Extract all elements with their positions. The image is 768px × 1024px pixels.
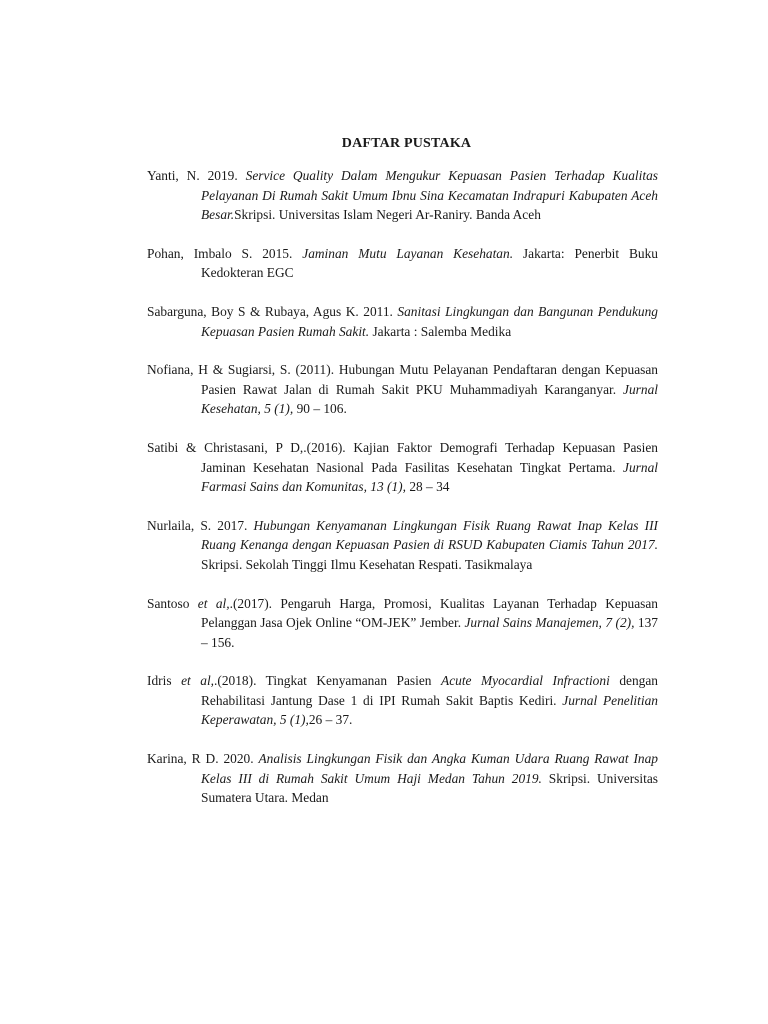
ref-text: Skripsi. Universitas Sumatera Utara. Medan (201, 770, 658, 806)
ref-text: Skripsi. Universitas Islam Negeri Ar-Raniry. Banda Aceh (234, 207, 541, 223)
ref-text: Satibi & Christasani, P D,.(2016). Kajian Faktor Demografi Terhadap Kepuasan Pasien Jaminan Kesehatan Nasional Pada Fasilitas Kesehatan Tingkat Pertama. (147, 439, 658, 475)
ref-title-italic: Service Quality Dalam Mengukur Kepuasan Pasien Terhadap Kualitas Pelayanan Di Rumah Sakit Umum Ibnu Sina Kecamatan Indrapuri Kabupaten Aceh Besar. (201, 168, 658, 223)
ref-text: 90 – 106. (293, 401, 347, 417)
reference-entry-7 (147, 594, 658, 653)
reference-entry-6 (147, 516, 658, 575)
reference-entry-4 (147, 360, 658, 419)
ref-text: Santoso (147, 595, 198, 611)
ref-text: .(2018). Tingkat Kenyamanan Pasien (214, 673, 442, 689)
ref-journal-italic: Jurnal Penelitian Keperawatan, 5 (1), (201, 692, 658, 728)
ref-title-italic: Jaminan Mutu Layanan Kesehatan. (302, 245, 514, 261)
page-title: DAFTAR PUSTAKA (341, 136, 472, 151)
ref-etal-italic: et al, (197, 595, 230, 611)
ref-text: Nofiana, H & Sugiarsi, S. (2011). Hubungan Mutu Pelayanan Pendaftaran dengan Kepuasan Pasien Rawat Jalan di Rumah Sakit PKU Muhammadiyah Karanganyar. (147, 362, 658, 397)
reference-entry-5 (147, 438, 658, 497)
ref-text: dengan Rehabilitasi Jantung Dase 1 di IPI Rumah Sakit Baptis Kediri. (201, 673, 658, 708)
reference-entry-2 (147, 244, 658, 283)
ref-journal-italic: Jurnal Farmasi Sains dan Komunitas, 13 (1), (201, 459, 658, 495)
ref-journal-italic: Jurnal Sains Manajemen, 7 (2), (464, 615, 635, 631)
ref-text: Nurlaila, S. 2017. (147, 517, 254, 533)
ref-text: Skripsi. Sekolah Tinggi Ilmu Kesehatan Respati. Tasikmalaya (201, 556, 533, 572)
bibliography-page (147, 136, 658, 827)
ref-term-italic: Acute Myocardial Infractioni (441, 673, 610, 689)
ref-text: 26 – 37. (308, 712, 353, 728)
ref-text: 28 – 34 (405, 479, 450, 495)
ref-journal-italic: Jurnal Kesehatan, 5 (1), (201, 381, 658, 417)
ref-text: Yanti, N. 2019. (147, 168, 246, 183)
reference-entry-1 (147, 166, 658, 225)
ref-text: Jakarta: Penerbit Buku Kedokteran EGC (201, 245, 658, 281)
ref-text: 137 – 156. (201, 615, 658, 650)
ref-title-italic: Analisis Lingkungan Fisik dan Angka Kuman Udara Ruang Rawat Inap Kelas III di Rumah Sakit Umum Haji Medan Tahun 2019. (201, 751, 658, 786)
ref-text: Karina, R D. 2020. (147, 751, 259, 767)
ref-text: Sabarguna, Boy S & Rubaya, Agus K. 2011. (147, 303, 398, 319)
ref-title-italic: Sanitasi Lingkungan dan Bangunan Pendukung Kepuasan Pasien Rumah Sakit. (201, 303, 658, 339)
ref-text: Jakarta : Salemba Medika (369, 323, 512, 339)
reference-entry-8 (147, 671, 658, 730)
reference-entry-9 (147, 749, 658, 808)
ref-text: Idris (147, 673, 182, 689)
ref-text: .(2017). Pengaruh Harga, Promosi, Kualitas Layanan Terhadap Kepuasan Pelanggan Jasa Ojek Online “OM-JEK” Jember. (201, 595, 658, 631)
ref-etal-italic: et al, (181, 673, 215, 689)
ref-text: Pohan, Imbalo S. 2015. (147, 245, 303, 261)
ref-title-italic: Hubungan Kenyamanan Lingkungan Fisik Ruang Rawat Inap Kelas III Ruang Kenanga dengan Kepuasan Pasien di RSUD Kabupaten Ciamis Tahun 2017. (201, 517, 658, 553)
reference-entry-3 (147, 302, 658, 341)
